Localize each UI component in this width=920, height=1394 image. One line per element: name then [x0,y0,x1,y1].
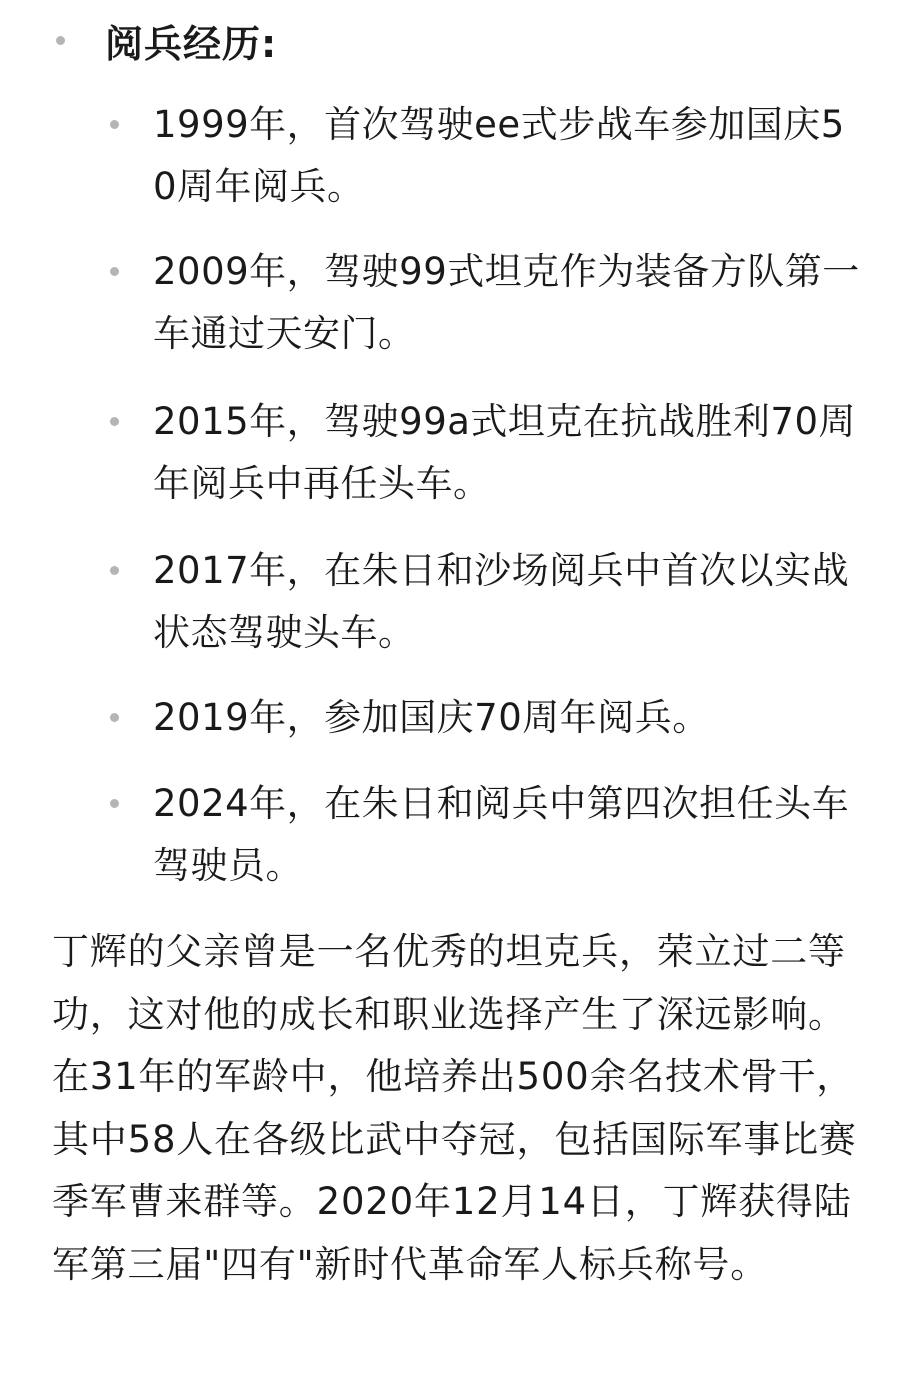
bullet-icon [110,566,119,575]
event-text: 2024年，在朱日和阅兵中第四次担任头车驾驶员。 [153,782,850,887]
bullet-icon [56,36,65,45]
body-paragraph: 丁辉的父亲曾是一名优秀的坦克兵，荣立过二等功，这对他的成长和职业选择产生了深远影响。在31年的军龄中，他培养出500余名技术骨干，其中58人在各级比武中夺冠，包括国际军事比赛季军曹来群等。2020年12月14日，丁辉获得陆军第三届"四有"新时代革命军人标兵称号。 [52,930,857,1286]
bullet-icon [110,713,119,722]
bullet-icon [110,799,119,808]
bullet-icon [110,267,119,276]
event-text: 2017年，在朱日和沙场阅兵中首次以实战状态驾驶头车。 [153,549,850,654]
bullet-icon [110,120,119,129]
section-title: 阅兵经历: [105,21,278,66]
event-text: 2015年，驾驶99a式坦克在抗战胜利70周年阅兵中再任头车。 [153,400,856,505]
bullet-icon [110,417,119,426]
event-text: 1999年，首次驾驶ee式步战车参加国庆50周年阅兵。 [153,103,845,208]
event-text: 2009年，驾驶99式坦克作为装备方队第一车通过天安门。 [153,250,860,355]
event-text: 2019年，参加国庆70周年阅兵。 [153,696,710,739]
section-list-item [56,10,277,70]
